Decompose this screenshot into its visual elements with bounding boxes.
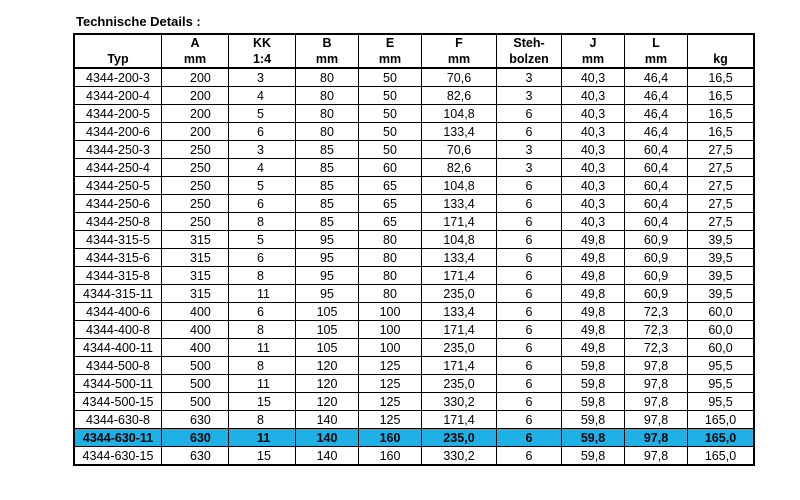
cell-l: 72,3 <box>625 303 688 321</box>
cell-typ: 4344-200-3 <box>74 68 162 87</box>
cell-f: 82,6 <box>422 87 497 105</box>
cell-j: 49,8 <box>562 339 625 357</box>
cell-e: 100 <box>359 321 422 339</box>
cell-stehbolzen: 6 <box>497 375 562 393</box>
cell-kk: 15 <box>229 447 296 466</box>
cell-l: 46,4 <box>625 123 688 141</box>
cell-kg: 60,0 <box>688 339 755 357</box>
cell-e: 125 <box>359 357 422 375</box>
cell-l: 60,4 <box>625 159 688 177</box>
cell-f: 235,0 <box>422 339 497 357</box>
cell-kk: 15 <box>229 393 296 411</box>
cell-kk: 5 <box>229 105 296 123</box>
cell-b: 95 <box>296 231 359 249</box>
cell-j: 49,8 <box>562 267 625 285</box>
cell-stehbolzen: 6 <box>497 429 562 447</box>
cell-stehbolzen: 6 <box>497 195 562 213</box>
cell-e: 100 <box>359 303 422 321</box>
cell-j: 40,3 <box>562 68 625 87</box>
cell-a: 250 <box>162 159 229 177</box>
header-stehbolzen-top: Steh- <box>497 34 562 51</box>
cell-e: 65 <box>359 213 422 231</box>
cell-j: 40,3 <box>562 177 625 195</box>
cell-kg: 165,0 <box>688 411 755 429</box>
cell-b: 120 <box>296 375 359 393</box>
cell-b: 120 <box>296 393 359 411</box>
header-typ: Typ <box>74 51 162 68</box>
cell-a: 315 <box>162 267 229 285</box>
cell-kk: 4 <box>229 159 296 177</box>
cell-kk: 5 <box>229 231 296 249</box>
cell-a: 500 <box>162 375 229 393</box>
cell-stehbolzen: 3 <box>497 159 562 177</box>
cell-kk: 6 <box>229 123 296 141</box>
cell-b: 120 <box>296 357 359 375</box>
technical-details-table <box>73 33 755 466</box>
cell-a: 315 <box>162 249 229 267</box>
cell-e: 50 <box>359 68 422 87</box>
cell-kg: 16,5 <box>688 87 755 105</box>
cell-b: 105 <box>296 321 359 339</box>
cell-typ: 4344-400-6 <box>74 303 162 321</box>
cell-f: 104,8 <box>422 177 497 195</box>
cell-stehbolzen: 6 <box>497 267 562 285</box>
header-f-unit: mm <box>422 51 497 68</box>
cell-kk: 6 <box>229 195 296 213</box>
cell-l: 60,4 <box>625 195 688 213</box>
cell-e: 50 <box>359 105 422 123</box>
cell-l: 97,8 <box>625 447 688 466</box>
cell-b: 85 <box>296 177 359 195</box>
cell-j: 40,3 <box>562 87 625 105</box>
cell-typ: 4344-250-6 <box>74 195 162 213</box>
cell-l: 97,8 <box>625 375 688 393</box>
header-f-top: F <box>422 34 497 51</box>
cell-e: 80 <box>359 249 422 267</box>
cell-b: 95 <box>296 267 359 285</box>
cell-l: 97,8 <box>625 393 688 411</box>
table-row <box>74 321 754 339</box>
table-row <box>74 105 754 123</box>
section-title: Technische Details : <box>76 14 201 29</box>
table-row <box>74 231 754 249</box>
cell-b: 80 <box>296 105 359 123</box>
cell-kg: 165,0 <box>688 447 755 466</box>
cell-l: 97,8 <box>625 357 688 375</box>
table-row <box>74 393 754 411</box>
cell-f: 104,8 <box>422 105 497 123</box>
cell-b: 85 <box>296 159 359 177</box>
cell-stehbolzen: 3 <box>497 141 562 159</box>
cell-stehbolzen: 6 <box>497 231 562 249</box>
cell-l: 46,4 <box>625 105 688 123</box>
cell-typ: 4344-250-8 <box>74 213 162 231</box>
header-row-2 <box>74 51 754 68</box>
cell-l: 60,9 <box>625 231 688 249</box>
cell-e: 80 <box>359 231 422 249</box>
table-row <box>74 339 754 357</box>
cell-a: 400 <box>162 321 229 339</box>
cell-kg: 39,5 <box>688 267 755 285</box>
cell-kg: 60,0 <box>688 321 755 339</box>
cell-f: 235,0 <box>422 429 497 447</box>
cell-kk: 5 <box>229 177 296 195</box>
table-row <box>74 249 754 267</box>
cell-e: 160 <box>359 429 422 447</box>
cell-kk: 8 <box>229 321 296 339</box>
cell-f: 133,4 <box>422 303 497 321</box>
cell-a: 630 <box>162 411 229 429</box>
cell-b: 140 <box>296 447 359 466</box>
cell-l: 60,4 <box>625 141 688 159</box>
cell-kk: 11 <box>229 285 296 303</box>
cell-f: 330,2 <box>422 447 497 466</box>
table-row <box>74 303 754 321</box>
cell-typ: 4344-630-8 <box>74 411 162 429</box>
cell-kk: 11 <box>229 339 296 357</box>
cell-typ: 4344-250-3 <box>74 141 162 159</box>
cell-a: 250 <box>162 213 229 231</box>
header-l-unit: mm <box>625 51 688 68</box>
cell-typ: 4344-500-15 <box>74 393 162 411</box>
cell-j: 59,8 <box>562 429 625 447</box>
header-kg-top <box>688 34 755 51</box>
cell-stehbolzen: 6 <box>497 339 562 357</box>
cell-kg: 27,5 <box>688 213 755 231</box>
cell-a: 250 <box>162 195 229 213</box>
cell-l: 60,4 <box>625 213 688 231</box>
table-row <box>74 123 754 141</box>
cell-stehbolzen: 6 <box>497 285 562 303</box>
cell-stehbolzen: 6 <box>497 321 562 339</box>
cell-b: 105 <box>296 339 359 357</box>
cell-kg: 27,5 <box>688 141 755 159</box>
cell-j: 40,3 <box>562 195 625 213</box>
header-kk-unit: 1:4 <box>229 51 296 68</box>
table-row <box>74 267 754 285</box>
cell-l: 60,9 <box>625 267 688 285</box>
cell-a: 315 <box>162 231 229 249</box>
header-b-top: B <box>296 34 359 51</box>
cell-a: 400 <box>162 303 229 321</box>
table-row <box>74 357 754 375</box>
header-row-1 <box>74 34 754 51</box>
cell-kg: 27,5 <box>688 159 755 177</box>
header-b-unit: mm <box>296 51 359 68</box>
cell-a: 630 <box>162 429 229 447</box>
cell-l: 60,9 <box>625 285 688 303</box>
cell-e: 100 <box>359 339 422 357</box>
header-kk-top: KK <box>229 34 296 51</box>
cell-l: 60,4 <box>625 177 688 195</box>
table-row <box>74 411 754 429</box>
cell-kg: 16,5 <box>688 105 755 123</box>
header-e-unit: mm <box>359 51 422 68</box>
cell-kk: 6 <box>229 303 296 321</box>
cell-f: 70,6 <box>422 141 497 159</box>
cell-typ: 4344-500-11 <box>74 375 162 393</box>
cell-a: 315 <box>162 285 229 303</box>
cell-a: 200 <box>162 123 229 141</box>
table-row <box>74 68 754 87</box>
cell-kk: 11 <box>229 375 296 393</box>
cell-typ: 4344-315-5 <box>74 231 162 249</box>
cell-j: 49,8 <box>562 249 625 267</box>
cell-a: 500 <box>162 357 229 375</box>
cell-e: 50 <box>359 87 422 105</box>
cell-l: 46,4 <box>625 87 688 105</box>
cell-typ: 4344-400-11 <box>74 339 162 357</box>
cell-f: 104,8 <box>422 231 497 249</box>
cell-a: 400 <box>162 339 229 357</box>
cell-j: 59,8 <box>562 393 625 411</box>
cell-typ: 4344-315-8 <box>74 267 162 285</box>
cell-typ: 4344-315-6 <box>74 249 162 267</box>
cell-j: 49,8 <box>562 231 625 249</box>
cell-kg: 95,5 <box>688 357 755 375</box>
header-e-top: E <box>359 34 422 51</box>
cell-l: 60,9 <box>625 249 688 267</box>
header-a-unit: mm <box>162 51 229 68</box>
cell-stehbolzen: 6 <box>497 357 562 375</box>
cell-kg: 27,5 <box>688 177 755 195</box>
cell-b: 105 <box>296 303 359 321</box>
header-j-top: J <box>562 34 625 51</box>
cell-stehbolzen: 6 <box>497 411 562 429</box>
cell-b: 140 <box>296 411 359 429</box>
cell-b: 85 <box>296 213 359 231</box>
cell-stehbolzen: 6 <box>497 447 562 466</box>
table-row <box>74 87 754 105</box>
cell-j: 40,3 <box>562 213 625 231</box>
cell-e: 65 <box>359 177 422 195</box>
header-kg: kg <box>688 51 755 68</box>
cell-a: 500 <box>162 393 229 411</box>
cell-f: 171,4 <box>422 411 497 429</box>
cell-f: 235,0 <box>422 375 497 393</box>
cell-kg: 27,5 <box>688 195 755 213</box>
cell-a: 200 <box>162 105 229 123</box>
cell-f: 70,6 <box>422 68 497 87</box>
cell-kg: 39,5 <box>688 285 755 303</box>
table-body <box>74 68 754 465</box>
cell-typ: 4344-250-5 <box>74 177 162 195</box>
cell-stehbolzen: 6 <box>497 123 562 141</box>
cell-a: 250 <box>162 177 229 195</box>
cell-b: 95 <box>296 249 359 267</box>
table-row <box>74 213 754 231</box>
cell-kk: 4 <box>229 87 296 105</box>
cell-f: 82,6 <box>422 159 497 177</box>
cell-stehbolzen: 3 <box>497 87 562 105</box>
cell-kk: 8 <box>229 213 296 231</box>
header-a-top: A <box>162 34 229 51</box>
cell-e: 125 <box>359 393 422 411</box>
cell-b: 85 <box>296 195 359 213</box>
cell-j: 59,8 <box>562 447 625 466</box>
cell-kk: 8 <box>229 357 296 375</box>
cell-e: 80 <box>359 285 422 303</box>
cell-stehbolzen: 6 <box>497 213 562 231</box>
cell-kg: 95,5 <box>688 393 755 411</box>
cell-j: 59,8 <box>562 411 625 429</box>
cell-f: 171,4 <box>422 213 497 231</box>
cell-kg: 16,5 <box>688 68 755 87</box>
cell-kk: 3 <box>229 68 296 87</box>
cell-j: 40,3 <box>562 123 625 141</box>
cell-a: 200 <box>162 68 229 87</box>
cell-e: 160 <box>359 447 422 466</box>
cell-j: 49,8 <box>562 285 625 303</box>
cell-l: 72,3 <box>625 339 688 357</box>
cell-kk: 8 <box>229 267 296 285</box>
cell-kg: 39,5 <box>688 249 755 267</box>
cell-a: 250 <box>162 141 229 159</box>
cell-e: 125 <box>359 411 422 429</box>
cell-typ: 4344-315-11 <box>74 285 162 303</box>
header-l-top: L <box>625 34 688 51</box>
cell-typ: 4344-200-6 <box>74 123 162 141</box>
cell-e: 80 <box>359 267 422 285</box>
cell-typ: 4344-630-15 <box>74 447 162 466</box>
cell-f: 171,4 <box>422 357 497 375</box>
cell-j: 40,3 <box>562 159 625 177</box>
cell-l: 46,4 <box>625 68 688 87</box>
cell-kg: 39,5 <box>688 231 755 249</box>
cell-typ: 4344-200-4 <box>74 87 162 105</box>
cell-e: 65 <box>359 195 422 213</box>
cell-stehbolzen: 6 <box>497 105 562 123</box>
cell-kg: 16,5 <box>688 123 755 141</box>
cell-typ: 4344-630-11 <box>74 429 162 447</box>
cell-j: 49,8 <box>562 303 625 321</box>
cell-kg: 95,5 <box>688 375 755 393</box>
table-row <box>74 177 754 195</box>
cell-a: 200 <box>162 87 229 105</box>
header-stehbolzen-bottom: bolzen <box>497 51 562 68</box>
cell-b: 95 <box>296 285 359 303</box>
table-row <box>74 375 754 393</box>
cell-e: 125 <box>359 375 422 393</box>
cell-kk: 11 <box>229 429 296 447</box>
cell-kk: 8 <box>229 411 296 429</box>
cell-stehbolzen: 3 <box>497 68 562 87</box>
cell-b: 80 <box>296 68 359 87</box>
cell-e: 50 <box>359 123 422 141</box>
cell-b: 80 <box>296 123 359 141</box>
header-j-unit: mm <box>562 51 625 68</box>
cell-f: 171,4 <box>422 321 497 339</box>
cell-l: 97,8 <box>625 429 688 447</box>
table-row <box>74 285 754 303</box>
cell-j: 59,8 <box>562 375 625 393</box>
cell-stehbolzen: 6 <box>497 393 562 411</box>
cell-j: 40,3 <box>562 105 625 123</box>
cell-j: 59,8 <box>562 357 625 375</box>
cell-a: 630 <box>162 447 229 466</box>
cell-f: 133,4 <box>422 123 497 141</box>
cell-stehbolzen: 6 <box>497 249 562 267</box>
cell-stehbolzen: 6 <box>497 303 562 321</box>
cell-b: 80 <box>296 87 359 105</box>
table-row <box>74 159 754 177</box>
cell-f: 133,4 <box>422 249 497 267</box>
cell-e: 60 <box>359 159 422 177</box>
table-row <box>74 195 754 213</box>
cell-typ: 4344-400-8 <box>74 321 162 339</box>
cell-l: 97,8 <box>625 411 688 429</box>
cell-stehbolzen: 6 <box>497 177 562 195</box>
cell-b: 140 <box>296 429 359 447</box>
cell-kg: 165,0 <box>688 429 755 447</box>
cell-f: 330,2 <box>422 393 497 411</box>
table-row-highlighted <box>74 429 754 447</box>
cell-typ: 4344-250-4 <box>74 159 162 177</box>
header-typ-top <box>74 34 162 51</box>
cell-b: 85 <box>296 141 359 159</box>
cell-f: 133,4 <box>422 195 497 213</box>
table-row <box>74 141 754 159</box>
cell-j: 40,3 <box>562 141 625 159</box>
cell-kg: 60,0 <box>688 303 755 321</box>
cell-typ: 4344-500-8 <box>74 357 162 375</box>
cell-e: 50 <box>359 141 422 159</box>
cell-l: 72,3 <box>625 321 688 339</box>
cell-f: 171,4 <box>422 267 497 285</box>
cell-j: 49,8 <box>562 321 625 339</box>
cell-typ: 4344-200-5 <box>74 105 162 123</box>
cell-f: 235,0 <box>422 285 497 303</box>
cell-kk: 3 <box>229 141 296 159</box>
cell-kk: 6 <box>229 249 296 267</box>
table-row <box>74 447 754 466</box>
